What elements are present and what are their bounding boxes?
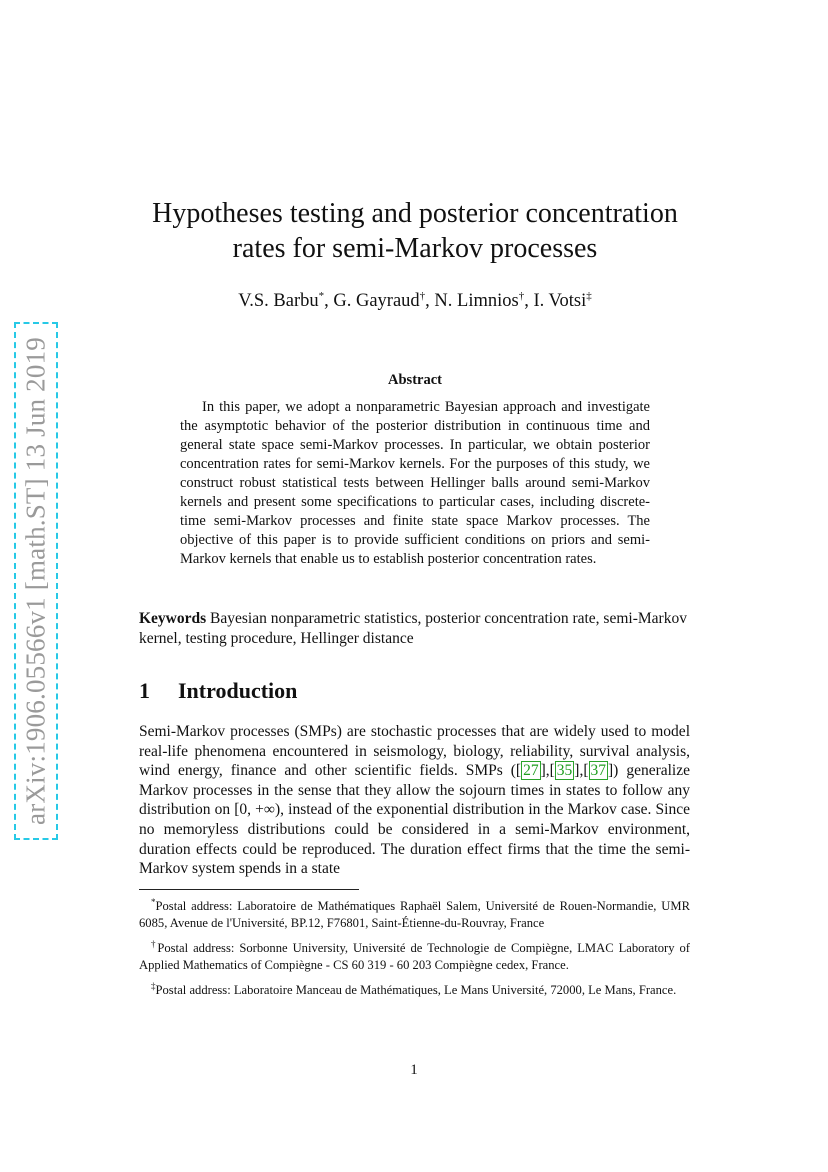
citation-link[interactable]: 37 — [590, 762, 606, 780]
title-line-1: Hypotheses testing and posterior concentration — [152, 198, 678, 229]
footnotes — [139, 894, 690, 1004]
arxiv-stamp — [14, 322, 58, 840]
author-name: I. Votsi — [533, 291, 587, 312]
section-title: Introduction — [178, 678, 298, 703]
title-line-2: rates for semi-Markov processes — [232, 233, 598, 264]
footnote-text: Postal address: Laboratoire de Mathématiques Raphaël Salem, Université de Rouen-Normandie, UMR 6085, Avenue de l'Université, BP.12, F76801, Saint-Étienne-du-Rouvray, France — [139, 899, 690, 931]
footnote-marker[interactable]: * — [318, 290, 325, 302]
footnote-marker[interactable]: ‡ — [586, 290, 592, 302]
keywords-block — [139, 609, 690, 649]
author-name: N. Limnios — [434, 291, 519, 312]
footnote-marker: † — [151, 939, 158, 950]
citation-link[interactable]: 35 — [556, 762, 573, 780]
footnote — [139, 978, 690, 999]
citation-link[interactable]: 27 — [523, 762, 539, 780]
page-number: 1 — [410, 1062, 418, 1078]
footnote — [139, 936, 690, 974]
abstract-text: In this paper, we adopt a nonparametric Bayesian approach and investigate the asymptotic behavior of the posterior distribution in continuous time and general state space semi-Markov processes. In particular, we obtain posterior concentration rates for semi-Markov kernels. For the purposes of this study, we construct robust statistical tests between Hellinger balls around semi-Markov kernels and present some specifications to particular cases, including discrete-time semi-Markov processes and finite state space Markov processes. The objective of this paper is to provide sufficient conditions on priors and semi-Markov kernels that enable us to establish posterior concentration rates. — [180, 399, 650, 567]
author-name: G. Gayraud — [333, 291, 420, 312]
intro-text-end: ]) generalize Markov processes in the sense that they allow the sojourn times in states to follow any distribution on [0, +∞), instead of the exponential distribution in the Markov case. Since no memoryless distributions could be considered in a semi-Markov environment, duration effects could be reproduced. The duration effect firms that the time the semi-Markov system spends in a state — [139, 762, 690, 878]
author-list: V.S. Barbu*, G. Gayraud†, N. Limnios†, I. Votsi‡ — [238, 290, 592, 312]
footnote-text: Postal address: Laboratoire Manceau de Mathématiques, Le Mans Université, 72000, Le Mans, France. — [155, 983, 677, 998]
author-name: V.S. Barbu — [238, 291, 319, 312]
footnote-separator — [139, 889, 359, 890]
section-heading — [139, 678, 690, 704]
footnote-marker: * — [151, 897, 156, 907]
footnote-marker[interactable]: † — [419, 290, 426, 302]
keywords-text: Bayesian nonparametric statistics, posterior concentration rate, semi-Markov kernel, testing procedure, Hellinger distance — [139, 610, 687, 647]
intro-paragraph: Semi-Markov processes (SMPs) are stochastic processes that are widely used to model real-life phenomena encountered in seismology, biology, reliability, survival analysis, wind energy, finance and other scientific fields. SMPs ([ 27 ],[ 35 ],[ 37 ]) generalize Markov processes in the sense that they allow the sojourn times in states to follow any distribution on [0, +∞), instead of the exponential distribution in the Markov case. Since no memoryless distributions could be considered in a semi-Markov environment, duration effects could be reproduced. The duration effect firms that the time the semi-Markov system spends in a state — [139, 723, 690, 878]
intro-text-start: Semi-Markov processes (SMPs) are stochastic processes that are widely used to model real-life phenomena encountered in seismology, biology, reliability, survival analysis, wind energy, finance and other scientific fields. SMPs ([ — [139, 723, 690, 780]
footnote — [139, 894, 690, 932]
arxiv-identifier[interactable]: arXiv:1906.05566v1 [math.ST] 13 Jun 2019 — [20, 337, 51, 825]
footnote-marker[interactable]: † — [518, 290, 525, 302]
section-number: 1 — [139, 678, 150, 703]
paper-title — [130, 196, 700, 266]
keywords-label: Keywords — [139, 610, 207, 627]
abstract-heading: Abstract — [388, 372, 442, 388]
footnote-marker: ‡ — [151, 981, 156, 992]
footnote-text: Postal address: Sorbonne University, Université de Technologie de Compiègne, LMAC Laboratory of Applied Mathematics of Compiègne - CS 60 319 - 60 203 Compiègne cedex, France. — [139, 941, 690, 973]
